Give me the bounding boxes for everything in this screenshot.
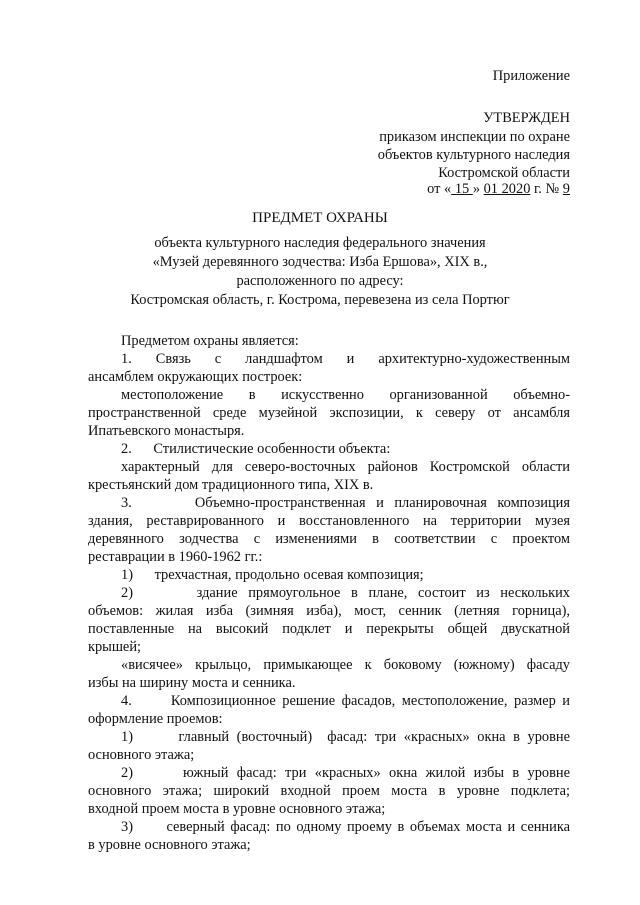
body-line: ансамблем окружающих построек: (88, 369, 303, 385)
body-line: характерный для северо-восточных районов Костромской области (121, 459, 570, 475)
date-suffix: г. № (530, 181, 563, 197)
title-line-2: «Музей деревянного зодчества: Изба Ершова», XIX в., (152, 254, 488, 270)
body-intro: Предметом охраны является: (121, 333, 299, 349)
document-heading: ПРЕДМЕТ ОХРАНЫ (252, 210, 388, 226)
date-mid: » (472, 181, 484, 197)
body-line: местоположение в искусственно организованной объемно- (121, 387, 570, 403)
body-line: избы на ширину моста и сенника. (88, 675, 296, 691)
order-line-2: объектов культурного наследия (377, 147, 570, 163)
body-line: 1) главный (восточный) фасад: три «красных» окна в уровне (121, 729, 570, 745)
date-year: 2020 (501, 181, 531, 197)
order-number: 9 (562, 181, 570, 197)
body-line: Ипатьевского монастыря. (88, 423, 245, 439)
body-line: здания, реставрированного и восстановленного на территории музея (88, 513, 570, 529)
body-line: 2. Стилистические особенности объекта: (121, 441, 391, 457)
body-line: входной проем моста в уровне основного этажа; (88, 801, 386, 817)
appendix-label: Приложение (492, 68, 570, 84)
title-line-1: объекта культурного наследия федерального значения (154, 235, 486, 251)
body-line: 3. Объемно-пространственная и планировочная композиция (121, 495, 570, 511)
body-line: крышей; (88, 639, 142, 655)
body-line: реставрации в 1960-1962 гг.: (88, 549, 263, 565)
body-line: 1. Связь с ландшафтом и архитектурно-художественным (121, 351, 570, 367)
date-day: 15 (451, 181, 473, 197)
body-line: 4. Композиционное решение фасадов, местоположение, размер и (121, 693, 570, 709)
body-line: в уровне основного этажа; (88, 837, 251, 853)
body-line: объемов: жилая изба (зимняя изба), мост, сенник (летняя горница), (88, 603, 570, 619)
date-month: 01 (483, 181, 502, 197)
body-line: 1) трехчастная, продольно осевая композиция; (121, 567, 424, 583)
order-line-1: приказом инспекции по охране (379, 129, 570, 145)
body-line: деревянного зодчества с изменениями в соответствии с проектом (88, 531, 570, 547)
body-line: основного этажа; (88, 747, 195, 763)
body-line: оформление проемов: (88, 711, 223, 727)
body-line: 2) южный фасад: три «красных» окна жилой избы в уровне (121, 765, 570, 781)
body-line: пространственной среде музейной экспозиции, к северу от ансамбля (88, 405, 570, 421)
order-line-3: Костромской области (438, 165, 570, 181)
body-line: поставленные на высокий подклет и перекрыты общей двускатной (88, 621, 570, 637)
order-date-line (427, 181, 570, 198)
title-line-4: Костромская область, г. Кострома, перевезена из села Портюг (130, 292, 510, 308)
body-line: «висячее» крыльцо, примыкающее к боковому (южному) фасаду (121, 657, 570, 673)
title-line-3: расположенного по адресу: (236, 273, 404, 289)
date-prefix: от « (427, 181, 452, 197)
body-line: 2) здание прямоугольное в плане, состоит из нескольких (121, 585, 570, 601)
body-line: крестьянский дом традиционного типа, XIX в. (88, 477, 374, 493)
body-line: 3) северный фасад: по одному проему в объемах моста и сенника (121, 819, 570, 835)
body-line: основного этажа; широкий входной проем моста в уровне подклета; (88, 783, 570, 799)
approved-label: УТВЕРЖДЕН (483, 110, 570, 126)
